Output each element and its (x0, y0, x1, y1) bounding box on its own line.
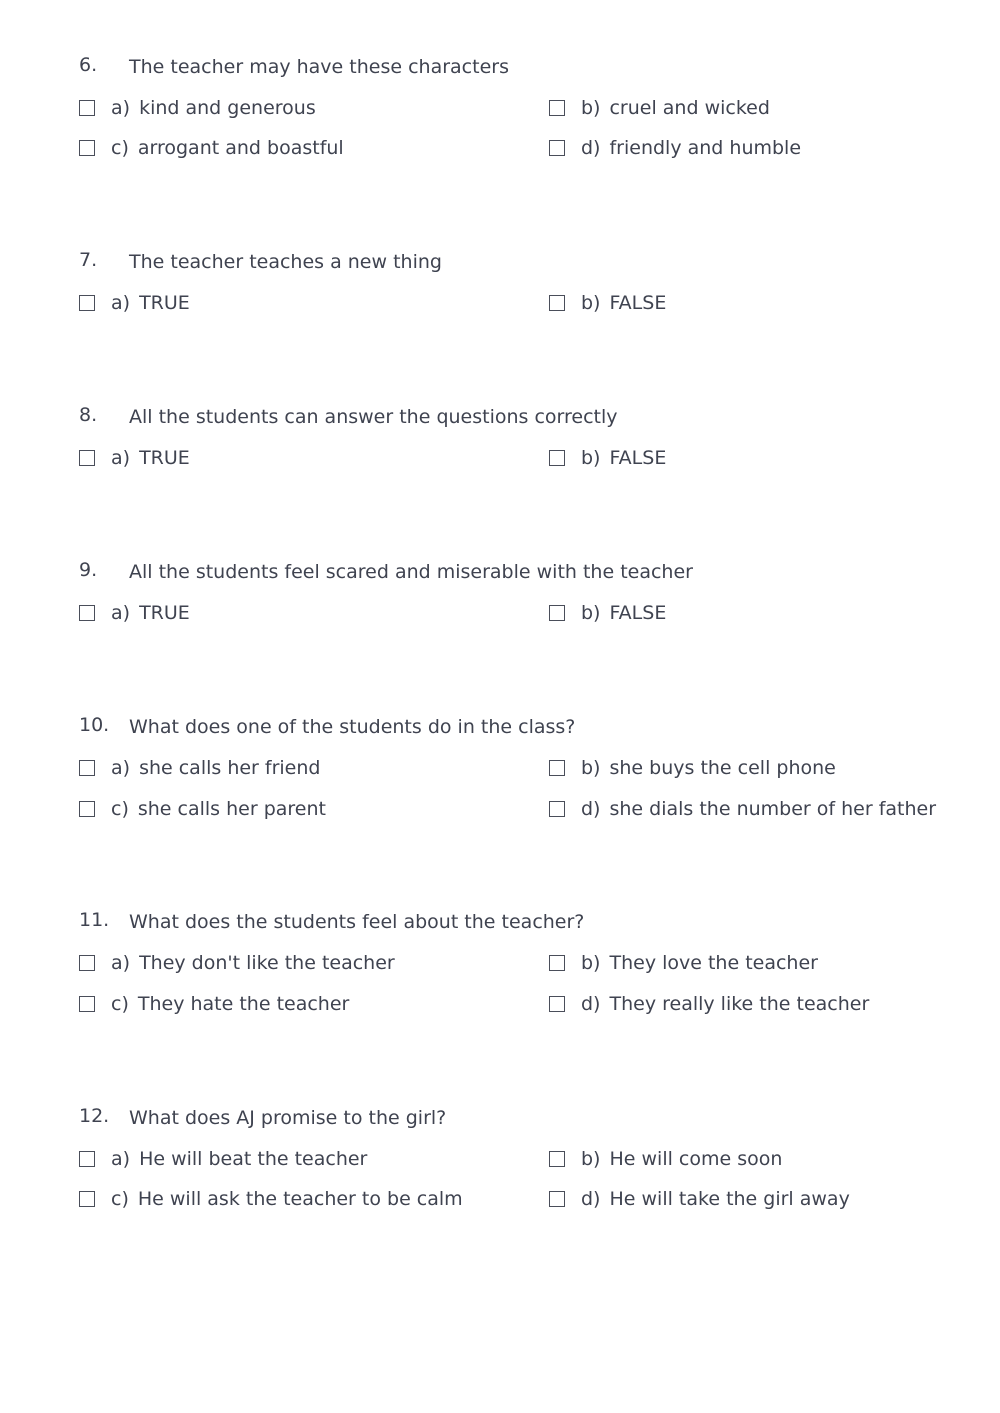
option-letter: b) (581, 757, 601, 779)
checkbox[interactable] (549, 1191, 565, 1207)
checkbox[interactable] (549, 605, 565, 621)
option-letter: c) (111, 137, 129, 159)
option-text: cruel and wicked (609, 97, 770, 119)
question-number: 6. (79, 54, 98, 76)
option-letter: b) (581, 292, 601, 314)
option-text: They really like the teacher (609, 993, 870, 1015)
option-text: He will take the girl away (609, 1188, 850, 1210)
option-letter: a) (111, 757, 131, 779)
question-10 (0, 713, 1000, 873)
option-text: she buys the cell phone (609, 757, 836, 779)
checkbox[interactable] (79, 100, 95, 116)
checkbox[interactable] (79, 1151, 95, 1167)
option-text: He will come soon (609, 1148, 783, 1170)
question-number: 10. (79, 714, 110, 736)
option-b[interactable] (549, 756, 836, 780)
checkbox[interactable] (79, 295, 95, 311)
option-letter: a) (111, 292, 131, 314)
option-text: she calls her parent (137, 798, 326, 820)
question-text: All the students feel scared and miserable with the teacher (129, 561, 693, 583)
option-text: TRUE (139, 447, 190, 469)
option-a[interactable] (79, 96, 316, 120)
option-a[interactable] (79, 951, 395, 975)
question-7 (0, 248, 1000, 408)
option-letter: a) (111, 97, 131, 119)
option-d[interactable] (549, 797, 936, 821)
checkbox[interactable] (79, 801, 95, 817)
option-b[interactable] (549, 601, 666, 625)
checkbox[interactable] (549, 955, 565, 971)
checkbox[interactable] (79, 955, 95, 971)
option-letter: c) (111, 993, 129, 1015)
option-text: she dials the number of her father (609, 798, 937, 820)
option-c[interactable] (79, 992, 349, 1016)
option-a[interactable] (79, 601, 190, 625)
checkbox[interactable] (549, 996, 565, 1012)
option-letter: b) (581, 447, 601, 469)
option-text: arrogant and boastful (137, 137, 344, 159)
option-text: friendly and humble (609, 137, 802, 159)
question-12 (0, 1104, 1000, 1264)
option-letter: b) (581, 602, 601, 624)
question-number: 7. (79, 249, 98, 271)
option-text: kind and generous (139, 97, 316, 119)
option-letter: d) (581, 993, 601, 1015)
question-text: The teacher may have these characters (129, 56, 509, 78)
checkbox[interactable] (79, 760, 95, 776)
option-letter: b) (581, 97, 601, 119)
option-letter: b) (581, 952, 601, 974)
option-d[interactable] (549, 136, 801, 160)
checkbox[interactable] (79, 1191, 95, 1207)
option-c[interactable] (79, 797, 326, 821)
question-number: 9. (79, 559, 98, 581)
option-a[interactable] (79, 756, 320, 780)
question-text: What does one of the students do in the class? (129, 716, 576, 738)
option-text: FALSE (609, 292, 667, 314)
checkbox[interactable] (79, 996, 95, 1012)
option-b[interactable] (549, 446, 666, 470)
option-d[interactable] (549, 992, 869, 1016)
option-text: They hate the teacher (137, 993, 350, 1015)
checkbox[interactable] (549, 140, 565, 156)
question-number: 12. (79, 1105, 110, 1127)
question-11 (0, 908, 1000, 1068)
option-letter: a) (111, 602, 131, 624)
option-b[interactable] (549, 951, 818, 975)
option-letter: d) (581, 137, 601, 159)
question-number: 11. (79, 909, 110, 931)
checkbox[interactable] (549, 801, 565, 817)
option-letter: a) (111, 447, 131, 469)
option-a[interactable] (79, 1147, 367, 1171)
question-text: What does the students feel about the teacher? (129, 911, 585, 933)
option-a[interactable] (79, 446, 190, 470)
checkbox[interactable] (549, 295, 565, 311)
checkbox[interactable] (549, 100, 565, 116)
option-letter: a) (111, 952, 131, 974)
option-text: FALSE (609, 602, 667, 624)
question-6 (0, 53, 1000, 213)
option-letter: c) (111, 1188, 129, 1210)
option-letter: a) (111, 1148, 131, 1170)
option-text: she calls her friend (139, 757, 321, 779)
option-c[interactable] (79, 136, 344, 160)
option-b[interactable] (549, 96, 770, 120)
checkbox[interactable] (549, 450, 565, 466)
option-a[interactable] (79, 291, 190, 315)
question-9 (0, 558, 1000, 718)
question-text: All the students can answer the questions correctly (129, 406, 618, 428)
option-d[interactable] (549, 1187, 850, 1211)
option-letter: d) (581, 1188, 601, 1210)
checkbox[interactable] (549, 760, 565, 776)
question-text: The teacher teaches a new thing (129, 251, 442, 273)
option-b[interactable] (549, 291, 666, 315)
option-text: TRUE (139, 602, 190, 624)
option-text: They love the teacher (609, 952, 818, 974)
checkbox[interactable] (549, 1151, 565, 1167)
option-letter: d) (581, 798, 601, 820)
checkbox[interactable] (79, 450, 95, 466)
option-letter: c) (111, 798, 129, 820)
option-text: He will beat the teacher (139, 1148, 368, 1170)
option-text: They don't like the teacher (139, 952, 395, 974)
option-letter: b) (581, 1148, 601, 1170)
option-text: He will ask the teacher to be calm (137, 1188, 463, 1210)
option-c[interactable] (79, 1187, 463, 1211)
checkbox[interactable] (79, 605, 95, 621)
question-8 (0, 403, 1000, 563)
option-b[interactable] (549, 1147, 782, 1171)
question-text: What does AJ promise to the girl? (129, 1107, 447, 1129)
option-text: FALSE (609, 447, 667, 469)
checkbox[interactable] (79, 140, 95, 156)
question-number: 8. (79, 404, 98, 426)
option-text: TRUE (139, 292, 190, 314)
